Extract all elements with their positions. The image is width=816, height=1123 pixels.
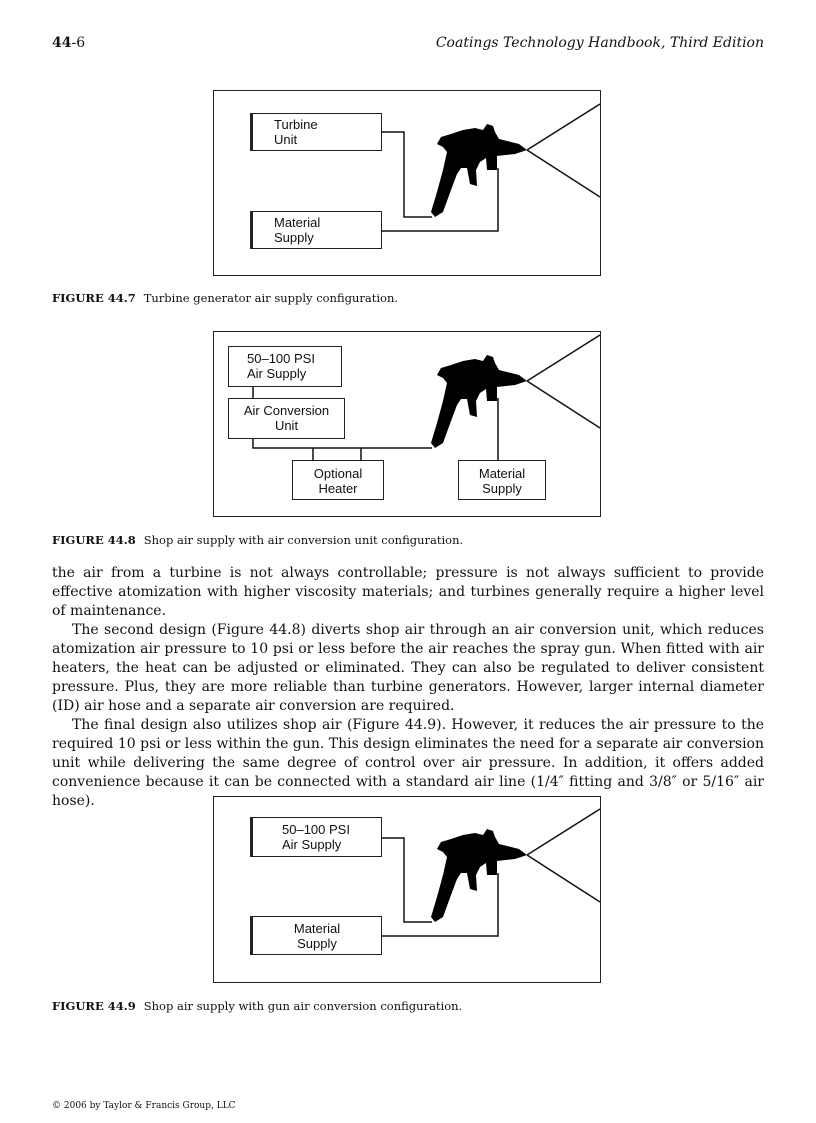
body-text xyxy=(52,564,764,811)
material-supply-box: Material Supply xyxy=(250,916,382,955)
optional-heater-box: Optional Heater xyxy=(292,460,384,500)
paragraph: The final design also utilizes shop air (Figure 44.9). However, it reduces the air pressure to the required 10 psi or less within the gun. This design eliminates the need for a separate air conversion unit while delivering the same degree of control over air pressure. In addition, it offers added convenience because it can be connected with a standard air line (1/4″ fitting and 3/8″ or 5/16″ air hose). xyxy=(52,717,764,809)
air-conversion-unit-box: Air Conversion Unit xyxy=(228,398,345,439)
figure-caption: FIGURE 44.9 Shop air supply with gun air conversion configuration. xyxy=(52,999,463,1013)
copyright-footer: © 2006 by Taylor & Francis Group, LLC xyxy=(52,1101,236,1111)
paragraph: the air from a turbine is not always controllable; pressure is not always sufficient to provide effective atomization with higher viscosity materials; and turbines generally require a higher level of maintenance. xyxy=(52,565,764,619)
figure-caption: FIGURE 44.7 Turbine generator air supply configuration. xyxy=(52,291,399,305)
air-supply-box: 50–100 PSI Air Supply xyxy=(228,346,342,387)
page-number-page: -6 xyxy=(71,35,86,51)
page-number-chapter: 44 xyxy=(52,35,72,51)
turbine-unit-box: Turbine Unit xyxy=(250,113,382,151)
running-title: Coatings Technology Handbook, Third Edition xyxy=(435,35,764,51)
material-supply-box: Material Supply xyxy=(458,460,546,500)
figure-caption: FIGURE 44.8 Shop air supply with air conversion unit configuration. xyxy=(52,533,464,547)
air-supply-box: 50–100 PSI Air Supply xyxy=(250,817,382,857)
material-supply-box: Material Supply xyxy=(250,211,382,249)
page-number xyxy=(52,35,85,51)
paragraph: The second design (Figure 44.8) diverts shop air through an air conversion unit, which reduces atomization air pressure to 10 psi or less before the air reaches the spray gun. When fitted with air heaters, the heat can be adjusted or eliminated. They can also be regulated to deliver consistent pressure. Plus, they are more reliable than turbine generators. However, larger internal diameter (ID) air hose and a separate air conversion are required. xyxy=(52,622,764,714)
